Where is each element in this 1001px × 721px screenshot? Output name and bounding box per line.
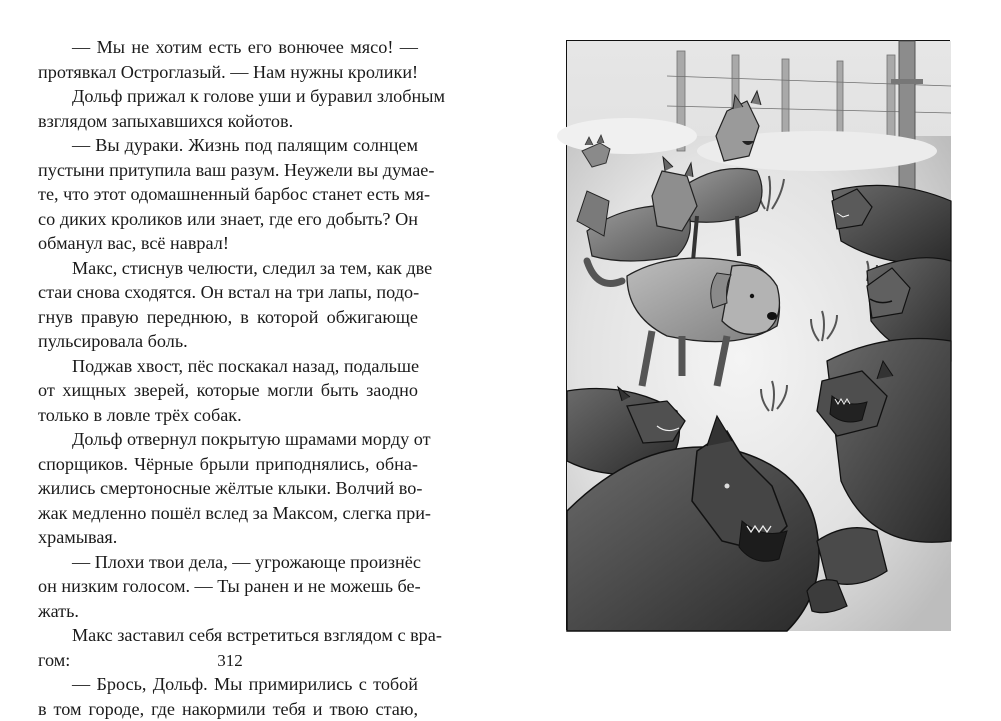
text-line: спорщиков. Чёрные брыли приподнялись, обна- [38, 452, 418, 477]
text-line: от хищных зверей, которые могли быть заодно [38, 378, 418, 403]
text-line: стаи снова сходятся. Он встал на три лапы, подо- [38, 280, 418, 305]
text-line: гом: [38, 648, 418, 673]
text-line: Макс, стиснув челюсти, следил за тем, как две [38, 256, 418, 281]
text-line: те, что этот одомашненный барбос станет есть мя- [38, 182, 418, 207]
text-line: гнув правую переднюю, в которой обжигающе [38, 305, 418, 330]
text-line: жились смертоносные жёлтые клыки. Волчий во- [38, 476, 418, 501]
text-line: Поджав хвост, пёс поскакал назад, подальше [38, 354, 418, 379]
text-line: Дольф прижал к голове уши и буравил злобным [38, 84, 418, 109]
text-line: пустыни притупила ваш разум. Неужели вы думае- [38, 158, 418, 183]
text-line: жак медленно пошёл вслед за Максом, слегка при- [38, 501, 418, 526]
text-line: он низким голосом. — Ты ранен и не можешь бе- [38, 574, 418, 599]
illustration-drawing [567, 41, 951, 631]
text-line: храмывая. [38, 525, 418, 550]
text-line: — Плохи твои дела, — угрожающе произнёс [38, 550, 418, 575]
text-page [38, 35, 418, 721]
text-line: взглядом запыхавшихся койотов. [38, 109, 418, 134]
text-line: протявкал Остроглазый. — Нам нужны кролики! [38, 60, 418, 85]
text-line: жать. [38, 599, 418, 624]
text-line: со диких кроликов или знает, где его добыть? Он [38, 207, 418, 232]
illustration-wolves [566, 40, 950, 630]
text-line: — Брось, Дольф. Мы примирились с тобой [38, 672, 418, 697]
page-number: 312 [200, 651, 260, 671]
text-line: — Мы не хотим есть его вонючее мясо! — [38, 35, 418, 60]
text-line: в том городе, где накормили тебя и твою стаю, [38, 697, 418, 721]
text-line: Дольф отвернул покрытую шрамами морду от [38, 427, 418, 452]
text-line: обманул вас, всё наврал! [38, 231, 418, 256]
text-line: пульсировала боль. [38, 329, 418, 354]
text-line: — Вы дураки. Жизнь под палящим солнцем [38, 133, 418, 158]
text-line: Макс заставил себя встретиться взглядом с вра- [38, 623, 418, 648]
text-line: только в ловле трёх собак. [38, 403, 418, 428]
